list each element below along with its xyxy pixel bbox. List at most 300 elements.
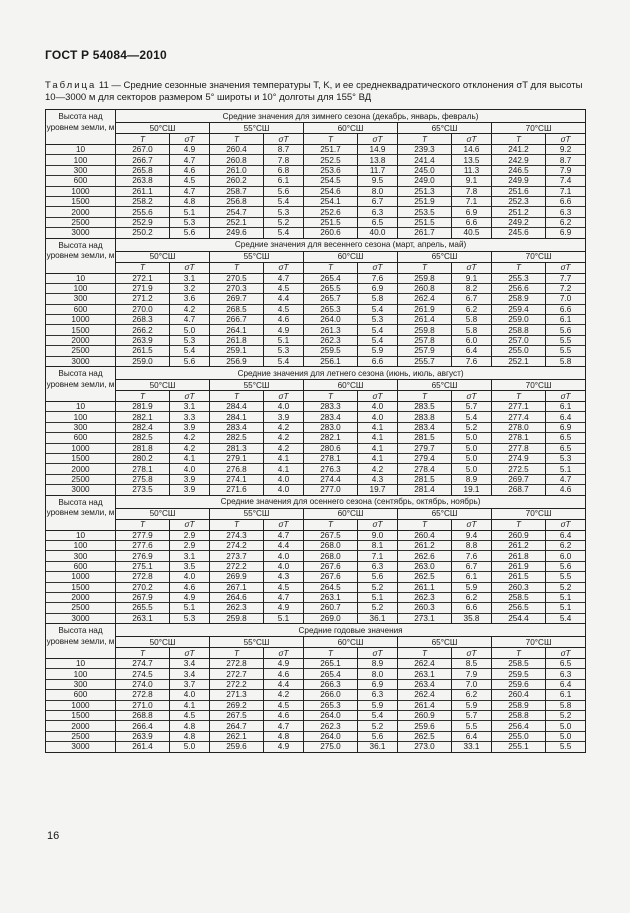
sigma-cell: 5.1 — [358, 592, 398, 602]
altitude-cell: 10 — [46, 273, 116, 283]
temperature-cell: 261.9 — [492, 561, 546, 571]
temperature-cell: 254.7 — [210, 207, 264, 217]
sigma-cell: 5.0 — [546, 721, 586, 731]
season-title: Средние значения для летнего сезона (июнь, июль, август) — [116, 367, 586, 380]
sigma-symbol: σT — [452, 391, 492, 402]
temperature-symbol: T — [492, 519, 546, 530]
sigma-cell: 9.2 — [546, 145, 586, 155]
temperature-cell: 265.5 — [304, 283, 358, 293]
temperature-cell: 239.3 — [398, 145, 452, 155]
temperature-cell: 263.9 — [116, 731, 170, 741]
temperature-cell: 268.0 — [304, 551, 358, 561]
temperature-cell: 266.0 — [304, 690, 358, 700]
latitude-header: 65°СШ — [398, 508, 492, 519]
sigma-cell: 4.2 — [358, 464, 398, 474]
altitude-cell: 2000 — [46, 335, 116, 345]
temperature-cell: 268.3 — [116, 315, 170, 325]
temperature-symbol: T — [492, 262, 546, 273]
altitude-cell: 2000 — [46, 207, 116, 217]
sigma-cell: 4.0 — [264, 474, 304, 484]
table-row — [46, 485, 586, 495]
temperature-cell: 259.5 — [492, 669, 546, 679]
sigma-cell: 4.5 — [264, 304, 304, 314]
temperature-cell: 276.8 — [210, 464, 264, 474]
sigma-cell: 4.7 — [170, 186, 210, 196]
temperature-cell: 265.3 — [304, 700, 358, 710]
season-header-row — [46, 110, 586, 123]
temperature-cell: 256.5 — [492, 603, 546, 613]
temperature-cell: 268.8 — [116, 711, 170, 721]
sigma-cell: 6.4 — [452, 346, 492, 356]
sigma-cell: 6.3 — [358, 207, 398, 217]
temperature-cell: 260.6 — [304, 228, 358, 238]
sigma-cell: 7.0 — [546, 294, 586, 304]
altitude-cell: 3000 — [46, 742, 116, 752]
temperature-cell: 263.0 — [398, 561, 452, 571]
temperature-symbol: T — [398, 262, 452, 273]
temperature-cell: 273.7 — [210, 551, 264, 561]
temperature-cell: 253.6 — [304, 165, 358, 175]
table-row — [46, 592, 586, 602]
temperature-cell: 261.2 — [492, 540, 546, 550]
sigma-cell: 5.0 — [170, 742, 210, 752]
temperature-cell: 274.5 — [116, 669, 170, 679]
temperature-cell: 251.6 — [492, 186, 546, 196]
temperature-cell: 277.0 — [304, 485, 358, 495]
temperature-cell: 272.8 — [210, 659, 264, 669]
temperature-cell: 267.5 — [304, 530, 358, 540]
sigma-cell: 5.2 — [546, 711, 586, 721]
sigma-cell: 7.8 — [452, 186, 492, 196]
sigma-cell: 7.9 — [452, 669, 492, 679]
sigma-cell: 6.4 — [546, 530, 586, 540]
sigma-cell: 3.6 — [170, 294, 210, 304]
sigma-cell: 5.4 — [170, 346, 210, 356]
temperature-cell: 277.1 — [492, 402, 546, 412]
temperature-cell: 254.4 — [492, 613, 546, 623]
sigma-cell: 6.3 — [546, 669, 586, 679]
sigma-cell: 6.7 — [452, 561, 492, 571]
sigma-cell: 5.2 — [452, 422, 492, 432]
sigma-cell: 7.6 — [452, 356, 492, 366]
sigma-cell: 40.5 — [452, 228, 492, 238]
latitude-header: 50°СШ — [116, 251, 210, 262]
temperature-cell: 281.5 — [398, 474, 452, 484]
table-row — [46, 145, 586, 155]
sigma-cell: 4.5 — [170, 176, 210, 186]
temperature-cell: 278.1 — [116, 464, 170, 474]
temperature-cell: 254.1 — [304, 196, 358, 206]
altitude-cell: 300 — [46, 679, 116, 689]
sigma-cell: 9.1 — [452, 176, 492, 186]
sigma-cell: 5.8 — [546, 356, 586, 366]
temperature-cell: 251.9 — [398, 196, 452, 206]
temperature-cell: 274.9 — [492, 453, 546, 463]
temperature-cell: 277.4 — [492, 412, 546, 422]
sigma-cell: 5.6 — [170, 228, 210, 238]
temperature-cell: 255.0 — [492, 346, 546, 356]
temperature-cell: 258.8 — [492, 711, 546, 721]
temperature-cell: 264.0 — [304, 711, 358, 721]
temperature-cell: 264.6 — [210, 592, 264, 602]
sigma-cell: 6.7 — [358, 196, 398, 206]
temperature-cell: 252.1 — [492, 356, 546, 366]
sigma-cell: 4.1 — [358, 422, 398, 432]
symbol-header-row — [46, 519, 586, 530]
sigma-cell: 4.9 — [264, 603, 304, 613]
sigma-cell: 4.2 — [264, 443, 304, 453]
sigma-cell: 6.2 — [452, 304, 492, 314]
altitude-cell: 600 — [46, 433, 116, 443]
table-row — [46, 412, 586, 422]
sigma-symbol: σT — [264, 134, 304, 145]
temperature-cell: 262.4 — [398, 294, 452, 304]
sigma-cell: 7.9 — [546, 165, 586, 175]
sigma-cell: 5.4 — [452, 412, 492, 422]
sigma-cell: 5.8 — [452, 315, 492, 325]
sigma-cell: 5.1 — [264, 335, 304, 345]
latitude-header: 55°СШ — [210, 251, 304, 262]
sigma-cell: 35.8 — [452, 613, 492, 623]
sigma-cell: 5.3 — [170, 335, 210, 345]
table-row — [46, 304, 586, 314]
temperature-cell: 264.1 — [210, 325, 264, 335]
table-row — [46, 742, 586, 752]
sigma-cell: 7.1 — [546, 186, 586, 196]
caption-label: Таблица — [45, 80, 97, 91]
temperature-cell: 265.7 — [304, 294, 358, 304]
temperature-cell: 259.6 — [210, 742, 264, 752]
table-row — [46, 273, 586, 283]
altitude-cell: 10 — [46, 145, 116, 155]
temperature-symbol: T — [116, 648, 170, 659]
temperature-cell: 264.5 — [304, 582, 358, 592]
table-row — [46, 217, 586, 227]
sigma-cell: 4.0 — [358, 402, 398, 412]
sigma-cell: 4.2 — [170, 443, 210, 453]
temperature-cell: 265.3 — [304, 304, 358, 314]
altitude-cell: 3000 — [46, 485, 116, 495]
temperature-cell: 269.7 — [492, 474, 546, 484]
sigma-cell: 2.9 — [170, 530, 210, 540]
sigma-symbol: σT — [358, 391, 398, 402]
altitude-cell: 10 — [46, 402, 116, 412]
table-row — [46, 551, 586, 561]
table-row — [46, 356, 586, 366]
temperature-cell: 281.9 — [116, 402, 170, 412]
latitude-header: 65°СШ — [398, 380, 492, 391]
sigma-cell: 8.0 — [358, 186, 398, 196]
temperature-cell: 272.2 — [210, 679, 264, 689]
temperature-cell: 267.6 — [304, 561, 358, 571]
sigma-cell: 4.1 — [264, 464, 304, 474]
sigma-cell: 4.7 — [170, 315, 210, 325]
table-row — [46, 474, 586, 484]
document-header: ГОСТ Р 54084—2010 — [45, 48, 167, 62]
sigma-symbol: σT — [170, 519, 210, 530]
sigma-cell: 4.7 — [170, 155, 210, 165]
altitude-cell: 300 — [46, 551, 116, 561]
sigma-cell: 9.1 — [452, 273, 492, 283]
temperature-symbol: T — [304, 391, 358, 402]
temperature-cell: 256.1 — [304, 356, 358, 366]
table-row — [46, 669, 586, 679]
sigma-cell: 8.2 — [452, 283, 492, 293]
temperature-cell: 257.8 — [398, 335, 452, 345]
temperature-cell: 266.4 — [116, 721, 170, 731]
table-row — [46, 315, 586, 325]
sigma-cell: 5.8 — [452, 325, 492, 335]
sigma-cell: 36.1 — [358, 742, 398, 752]
temperature-cell: 259.4 — [492, 304, 546, 314]
altitude-cell: 100 — [46, 283, 116, 293]
sigma-symbol: σT — [546, 134, 586, 145]
temperature-cell: 267.0 — [116, 145, 170, 155]
temperature-symbol: T — [492, 648, 546, 659]
sigma-cell: 4.7 — [264, 530, 304, 540]
sigma-cell: 5.3 — [170, 613, 210, 623]
sigma-cell: 6.7 — [452, 294, 492, 304]
sigma-cell: 5.6 — [170, 356, 210, 366]
sigma-cell: 5.2 — [546, 582, 586, 592]
temperature-symbol: T — [210, 391, 264, 402]
altitude-cell: 3000 — [46, 613, 116, 623]
temperature-cell: 266.3 — [304, 679, 358, 689]
sigma-cell: 3.9 — [170, 474, 210, 484]
symbol-header-row — [46, 391, 586, 402]
sigma-cell: 4.8 — [170, 196, 210, 206]
sigma-cell: 6.2 — [546, 540, 586, 550]
table-caption — [45, 80, 585, 104]
table-row — [46, 530, 586, 540]
season-title: Средние значения для весеннего сезона (март, апрель, май) — [116, 238, 586, 251]
altitude-header: Высота над уровнем земли, м — [46, 110, 116, 145]
temperature-symbol: T — [116, 262, 170, 273]
sigma-cell: 4.9 — [264, 659, 304, 669]
sigma-cell: 4.9 — [170, 592, 210, 602]
temperature-cell: 256.4 — [492, 721, 546, 731]
temperature-cell: 271.9 — [116, 283, 170, 293]
temperature-cell: 265.5 — [116, 603, 170, 613]
sigma-cell: 4.6 — [264, 711, 304, 721]
sigma-cell: 6.5 — [546, 443, 586, 453]
sigma-cell: 13.5 — [452, 155, 492, 165]
altitude-cell: 1000 — [46, 443, 116, 453]
sigma-cell: 4.0 — [264, 402, 304, 412]
temperature-cell: 259.6 — [492, 679, 546, 689]
table-row — [46, 561, 586, 571]
sigma-cell: 7.1 — [452, 196, 492, 206]
altitude-header: Высота над уровнем земли, м — [46, 238, 116, 273]
temperature-symbol: T — [116, 134, 170, 145]
temperature-cell: 261.4 — [398, 315, 452, 325]
sigma-cell: 14.6 — [452, 145, 492, 155]
temperature-cell: 260.8 — [398, 283, 452, 293]
temperature-cell: 259.0 — [116, 356, 170, 366]
sigma-cell: 3.2 — [170, 283, 210, 293]
table-row — [46, 228, 586, 238]
table-row — [46, 711, 586, 721]
temperature-cell: 250.2 — [116, 228, 170, 238]
table-row — [46, 402, 586, 412]
temperature-cell: 266.7 — [116, 155, 170, 165]
temperature-cell: 266.7 — [210, 315, 264, 325]
temperature-cell: 262.4 — [398, 690, 452, 700]
altitude-header: Высота над уровнем земли, м — [46, 624, 116, 659]
sigma-cell: 5.2 — [358, 721, 398, 731]
temperature-cell: 277.9 — [116, 530, 170, 540]
sigma-cell: 8.8 — [452, 540, 492, 550]
latitude-header: 55°СШ — [210, 380, 304, 391]
temperature-cell: 275.8 — [116, 474, 170, 484]
temperature-cell: 282.5 — [116, 433, 170, 443]
table-row — [46, 690, 586, 700]
table-row — [46, 700, 586, 710]
temperature-cell: 261.8 — [210, 335, 264, 345]
table-row — [46, 176, 586, 186]
sigma-cell: 5.9 — [452, 582, 492, 592]
temperature-cell: 273.5 — [116, 485, 170, 495]
temperature-cell: 278.0 — [492, 422, 546, 432]
sigma-cell: 7.8 — [264, 155, 304, 165]
sigma-symbol: σT — [264, 519, 304, 530]
temperature-cell: 269.2 — [210, 700, 264, 710]
temperature-cell: 274.2 — [210, 540, 264, 550]
sigma-symbol: σT — [452, 648, 492, 659]
season-title: Средние годовые значения — [116, 624, 586, 637]
sigma-cell: 8.9 — [358, 659, 398, 669]
sigma-cell: 2.9 — [170, 540, 210, 550]
temperature-cell: 261.1 — [116, 186, 170, 196]
sigma-cell: 5.9 — [452, 700, 492, 710]
temperature-symbol: T — [304, 262, 358, 273]
table-row — [46, 540, 586, 550]
sigma-cell: 5.6 — [358, 572, 398, 582]
temperature-cell: 251.3 — [398, 186, 452, 196]
temperature-cell: 272.8 — [116, 690, 170, 700]
table-row — [46, 283, 586, 293]
temperature-cell: 264.0 — [304, 315, 358, 325]
temperature-cell: 262.3 — [304, 721, 358, 731]
temperature-cell: 269.7 — [210, 294, 264, 304]
temperature-cell: 276.9 — [116, 551, 170, 561]
season-title: Средние значения для осеннего сезона (сентябрь, октябрь, ноябрь) — [116, 495, 586, 508]
sigma-cell: 14.9 — [358, 145, 398, 155]
sigma-cell: 6.1 — [546, 402, 586, 412]
sigma-cell: 4.5 — [264, 582, 304, 592]
sigma-symbol: σT — [546, 391, 586, 402]
temperature-cell: 265.4 — [304, 273, 358, 283]
temperature-cell: 263.8 — [116, 176, 170, 186]
sigma-cell: 3.9 — [170, 485, 210, 495]
temperature-cell: 282.5 — [210, 433, 264, 443]
sigma-cell: 7.0 — [452, 679, 492, 689]
sigma-cell: 5.1 — [546, 603, 586, 613]
sigma-symbol: σT — [452, 519, 492, 530]
sigma-cell: 5.5 — [452, 721, 492, 731]
sigma-cell: 4.0 — [170, 464, 210, 474]
temperature-cell: 257.9 — [398, 346, 452, 356]
altitude-cell: 600 — [46, 304, 116, 314]
temperature-cell: 268.7 — [492, 485, 546, 495]
table-row — [46, 443, 586, 453]
sigma-cell: 36.1 — [358, 613, 398, 623]
temperature-cell: 255.0 — [492, 731, 546, 741]
temperature-cell: 272.2 — [210, 561, 264, 571]
season-header-row — [46, 495, 586, 508]
temperature-symbol: T — [304, 648, 358, 659]
sigma-cell: 4.1 — [358, 433, 398, 443]
temperature-cell: 265.1 — [304, 659, 358, 669]
sigma-cell: 6.2 — [452, 592, 492, 602]
sigma-cell: 4.6 — [170, 165, 210, 175]
temperature-cell: 266.2 — [116, 325, 170, 335]
temperature-cell: 249.9 — [492, 176, 546, 186]
sigma-cell: 6.4 — [546, 412, 586, 422]
sigma-cell: 4.3 — [358, 474, 398, 484]
sigma-cell: 6.8 — [264, 165, 304, 175]
sigma-cell: 3.1 — [170, 402, 210, 412]
sigma-symbol: σT — [546, 519, 586, 530]
sigma-cell: 5.3 — [264, 207, 304, 217]
sigma-cell: 8.9 — [452, 474, 492, 484]
temperature-cell: 260.8 — [210, 155, 264, 165]
table-row — [46, 155, 586, 165]
altitude-cell: 600 — [46, 690, 116, 700]
sigma-cell: 4.2 — [170, 304, 210, 314]
sigma-cell: 4.4 — [264, 540, 304, 550]
sigma-cell: 7.6 — [358, 273, 398, 283]
temperature-cell: 267.1 — [210, 582, 264, 592]
latitude-header: 70°СШ — [492, 508, 586, 519]
temperature-cell: 279.7 — [398, 443, 452, 453]
sigma-cell: 6.5 — [546, 659, 586, 669]
table-row — [46, 422, 586, 432]
sigma-cell: 8.1 — [358, 540, 398, 550]
temperature-cell: 264.7 — [210, 721, 264, 731]
temperature-symbol: T — [398, 648, 452, 659]
temperature-cell: 267.5 — [210, 711, 264, 721]
altitude-cell: 1500 — [46, 582, 116, 592]
latitude-header: 70°СШ — [492, 251, 586, 262]
sigma-symbol: σT — [358, 519, 398, 530]
table-row — [46, 679, 586, 689]
altitude-cell: 2500 — [46, 346, 116, 356]
sigma-cell: 4.5 — [264, 283, 304, 293]
temperature-cell: 278.1 — [304, 453, 358, 463]
temperature-cell: 267.6 — [304, 572, 358, 582]
sigma-cell: 5.1 — [170, 207, 210, 217]
temperature-cell: 282.4 — [116, 422, 170, 432]
sigma-cell: 5.4 — [546, 613, 586, 623]
sigma-cell: 6.0 — [546, 551, 586, 561]
temperature-cell: 279.4 — [398, 453, 452, 463]
altitude-cell: 1500 — [46, 453, 116, 463]
table-row — [46, 294, 586, 304]
temperature-cell: 272.5 — [492, 464, 546, 474]
altitude-cell: 100 — [46, 155, 116, 165]
sigma-cell: 6.1 — [264, 176, 304, 186]
altitude-cell: 100 — [46, 540, 116, 550]
sigma-cell: 5.2 — [358, 582, 398, 592]
sigma-cell: 4.9 — [264, 325, 304, 335]
sigma-cell: 5.0 — [452, 453, 492, 463]
temperature-cell: 254.5 — [304, 176, 358, 186]
temperature-cell: 262.4 — [398, 659, 452, 669]
altitude-cell: 1000 — [46, 315, 116, 325]
temperature-symbol: T — [398, 134, 452, 145]
sigma-cell: 6.3 — [358, 690, 398, 700]
